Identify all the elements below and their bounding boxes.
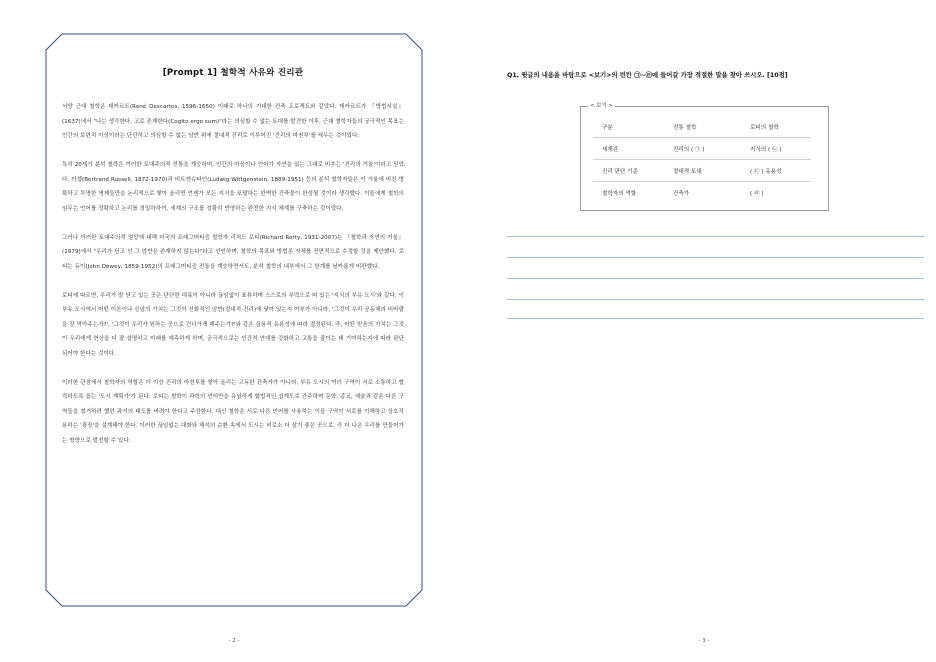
answer-line[interactable] bbox=[507, 318, 924, 319]
table-cell: 진리의 ( ㉠ ) bbox=[664, 138, 741, 160]
paragraph-5: 이러한 관점에서 철학자의 역할은 더 이상 진리의 마천루를 쌓아 올리는 고독한 건축가가 아니라, 부유 도시의 여러 구역이 서로 소통하고 협력하도록 돕는 '도시 계획가'가 된다. 로티는 철학이 과학의 언어만을 유일하게 합법적인 설계도로 간주하며 문학, 종교, 예술과 같은 다른 구역들을 철거하려 했던 과거의 태도를 버려야 한다고 주장한다. 대신 철학은 서로 다른 언어를 사용하는 이들 구역이 서로를 이해하고 상호작용하는 '광장'을 설계해야 한다. 이러한 끊임없는 대화와 해석의 순환 속에서 도시는 비로소 더 살기 좋은 곳으로, 즉 더 나은 우리를 만들어가는 방향으로 발전할 수 있다. bbox=[62, 379, 404, 445]
table-cell: 지식의 ( ㉡ ) bbox=[741, 138, 811, 160]
paragraph-1: 서양 근대 철학은 데카르트(René Descartes, 1596-1650) 이래로 하나의 거대한 건축 프로젝트와 같았다. 데카르트가 『방법서설』(1637)에서 "나는 생각한다, 고로 존재한다(Cogito ergo sum)"라는 의심할 수 없는 토대를 발견한 이후, 근대 철학자들의 궁극적인 목표는 인간의 보편적 이성이라는 단단하고 의심할 수 없는 암반 위에 절대적 진리로 이루어진 '진리의 마천루'를 세우는 것이었다. bbox=[62, 104, 404, 140]
table-cell: 구분 bbox=[593, 116, 664, 138]
page-title: [Prompt 1] 철학적 사유와 진리관 bbox=[162, 68, 304, 78]
page-number-left: - 2 - bbox=[228, 638, 240, 644]
table-cell: 절대적 토대 bbox=[664, 160, 741, 182]
table-cell: ( ㉢ ) 유용성 bbox=[741, 160, 811, 182]
answer-line[interactable] bbox=[507, 257, 924, 258]
table-cell: 로티의 철학 bbox=[741, 116, 811, 138]
bogi-label: < 보기 > bbox=[590, 103, 613, 109]
table-cell: ( ㉣ ) bbox=[750, 190, 764, 197]
paragraph-2: 특히 20세기 분석 철학은 이러한 토대주의적 전통을 계승하며, 인간의 마음이나 언어가 자연을 있는 그대로 비추는 '진리의 거울'이라고 믿었다. 러셀(Bertrand Russell, 1872-1970)과 비트겐슈타인(Ludwig Wittgenstein, 1889-1951) 등의 분석 철학자들은 이 거울에 비친 명확하고 투명한 명제들만을 논리적으로 쌓아 올리면 언젠가 모든 지식을 포괄하는 완벽한 건축물이 완성될 것이라 생각했다. 이들에게 철학의 임무는 언어를 정확하고 논리를 정밀하하여, 세계의 구조를 정확히 반영하는 완전한 지식 체계를 구축하는 것이었다. bbox=[62, 161, 404, 212]
paragraph-3: 그러나 이러한 토대주의적 열망에 대해 미국의 프래그머티즘 철학자 리처드 로티(Richard Rorty, 1931-2007)는 『철학과 자연의 거울』(1979)에서 "우리가 딛고 선 그 암반은 존재하지 않는다"라고 선언하며, 철학의 목표와 방법론 자체를 전면적으로 수정할 것을 제안했다. 로티는 듀이(John Dewey, 1859-1952)의 프래그머티즘 전통을 계승하면서도, 분석 철학의 내부에서 그 한계를 날카롭게 비판했다. bbox=[62, 234, 404, 270]
answer-line[interactable] bbox=[507, 236, 924, 237]
table-cell: 세계관 bbox=[593, 138, 664, 160]
page-number-right: - 3 - bbox=[698, 638, 710, 644]
table-row bbox=[593, 182, 811, 204]
table-row bbox=[593, 138, 811, 160]
bogi-table bbox=[593, 116, 811, 203]
table-row bbox=[593, 116, 811, 138]
table-cell: 건축가 bbox=[673, 190, 690, 197]
answer-line[interactable] bbox=[507, 299, 924, 300]
table-cell: 진리 판단 기준 bbox=[593, 160, 664, 182]
table-cell: 전통 철학 bbox=[664, 116, 741, 138]
answer-line[interactable] bbox=[507, 278, 924, 279]
table-cell: 철학자의 역할 bbox=[602, 190, 637, 197]
question-text: Q1. 윗글의 내용을 바탕으로 <보기>의 빈칸 ㉠~㉣에 들어갈 가장 적절한 말을 찾아 쓰시오. [10점] bbox=[507, 72, 788, 79]
paragraph-4: 로티에 따르면, 우리가 발 딛고 있는 곳은 단단한 대륙이 아니라 끊임없이 표류하며 스스로의 부력으로 떠 있는 '지식의 부유 도시'와 같다. 이 부유 도시에서 어떤 이론이나 신념의 가치는 그것이 신화적인 암반(절대적 진리)에 닿아 있는지 여부가 아니라, '그것이 우리 공동체의 비바람을 잘 막아주는가?', '그것이 우리가 원하는 곳으로 건너가게 해주는가?'와 같은 실용적 유용성에 따라 결정된다. 즉, 어떤 믿음의 가치는 그것이 우리에게 현상을 더 잘 설명하고 미래를 예측하게 하며, 궁극적으로는 인간적 연대를 강화하고 고통을 줄이는 데 기여하는지에 따라 판단되어야 한다는 것이다. bbox=[62, 292, 404, 357]
left-page bbox=[62, 66, 404, 463]
table-row bbox=[593, 160, 811, 182]
